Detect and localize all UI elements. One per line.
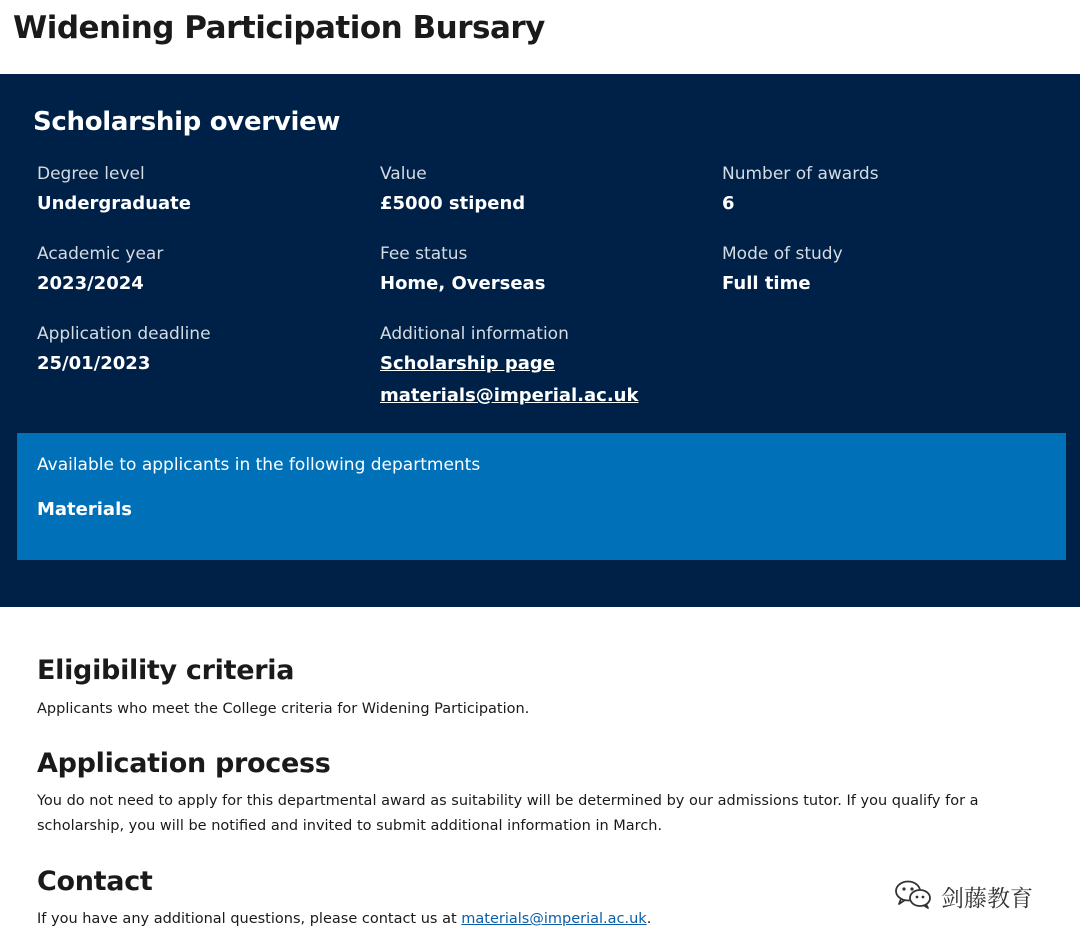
academic-year-field [37,243,357,296]
academic-year-label: Academic year [37,244,164,264]
scholarship-page-link[interactable]: Scholarship page [380,353,555,374]
overview-title: Scholarship overview [33,107,341,137]
scholarship-overview-panel [0,74,1080,607]
fee-status-field [380,243,700,296]
value-value: £5000 stipend [380,193,526,214]
application-process-text: You do not need to apply for this departmental award as suitability will be determined by our admissions tutor. If you qualify for a scholarship, you will be notified and invited to submit additional information in March. [37,793,979,834]
additional-information-field [380,323,700,408]
eligibility-text: Applicants who meet the College criteria for Widening Participation. [37,701,530,717]
number-of-awards-value: 6 [722,193,735,214]
mode-of-study-field [722,243,1042,296]
value-label: Value [380,164,427,184]
number-of-awards-field [722,163,1042,216]
degree-level-value: Undergraduate [37,193,191,214]
departments-label: Available to applicants in the following departments [37,455,481,475]
fee-status-value: Home, Overseas [380,273,546,294]
fee-status-label: Fee status [380,244,468,264]
application-deadline-label: Application deadline [37,324,211,344]
contact-heading: Contact [37,866,153,897]
materials-email-link[interactable]: materials@imperial.ac.uk [380,385,639,406]
academic-year-value: 2023/2024 [37,273,144,294]
mode-of-study-value: Full time [722,273,811,294]
degree-level-label: Degree level [37,164,145,184]
number-of-awards-label: Number of awards [722,164,879,184]
mode-of-study-label: Mode of study [722,244,843,264]
contact-email-link[interactable]: materials@imperial.ac.uk [461,911,647,927]
wechat-icon [893,879,933,913]
page-title: Widening Participation Bursary [13,10,545,46]
application-deadline-value: 25/01/2023 [37,353,151,374]
application-process-heading: Application process [37,748,331,779]
eligibility-heading: Eligibility criteria [37,655,295,686]
additional-information-label: Additional information [380,324,569,344]
departments-value: Materials [37,499,132,520]
watermark-text: 剑藤教育 [941,885,1033,912]
value-field [380,163,700,216]
application-deadline-field [37,323,357,376]
page-header [0,0,1080,74]
contact-text-after: . [646,911,652,927]
departments-box [17,433,1066,560]
watermark [893,878,1033,914]
degree-level-field [37,163,357,216]
contact-text-before: If you have any additional questions, please contact us at [37,911,462,927]
